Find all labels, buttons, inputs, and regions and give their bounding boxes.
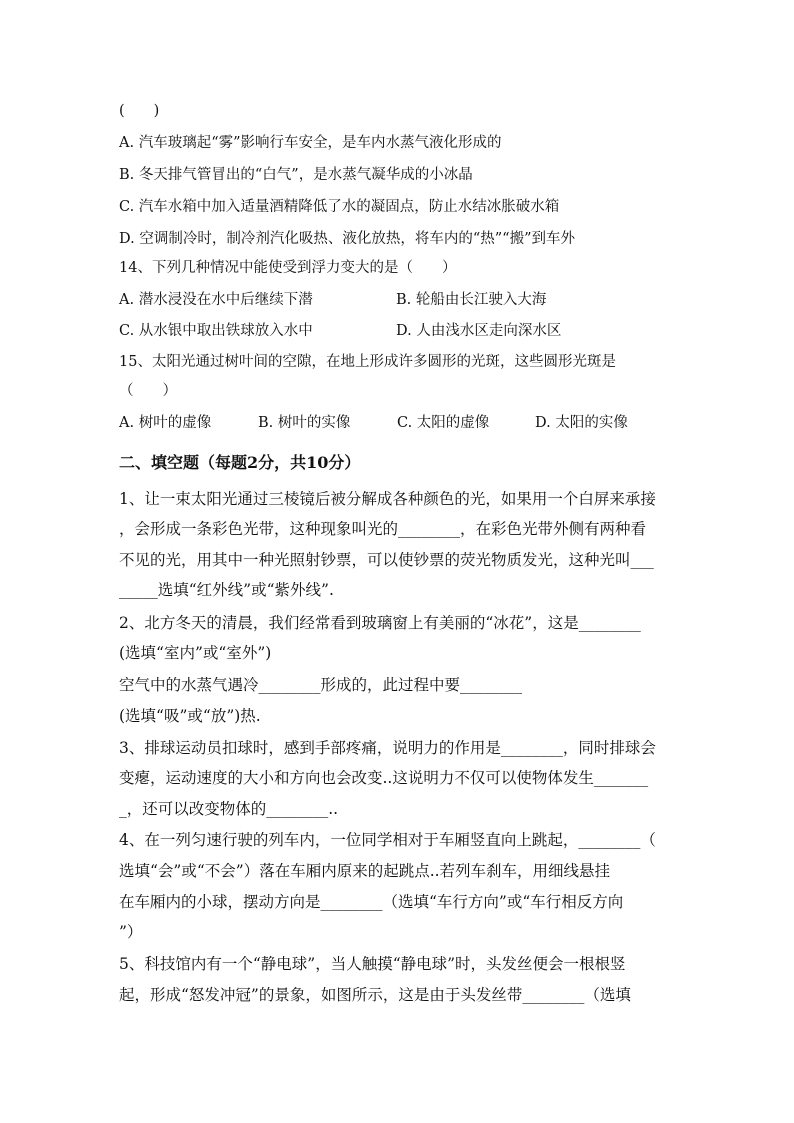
q15-option-c: C. 太阳的虚像 [397, 415, 490, 431]
q13-option-b: B. 冬天排气管冒出的“白气”，是水蒸气凝华成的小冰晶 [119, 167, 473, 183]
q14-option-a: A. 潜水浸没在水中后继续下潜 [119, 292, 313, 308]
fill4-line3: 在车厢内的小球，摆动方向是________（选填“车行方向”或“车行相反方向 [119, 893, 624, 911]
q14-option-b: B. 轮船由长江驶入大海 [396, 292, 547, 308]
q13-option-a: A. 汽车玻璃起“雾”影响行车安全，是车内水蒸气液化形成的 [119, 135, 502, 151]
q13-option-d: D. 空调制冷时，制冷剂汽化吸热、液化放热，将车内的“热”“搬”到车外 [119, 231, 575, 247]
fill3-line1: 3、排球运动员扣球时，感到手部疼痛，说明力的作用是________，同时排球会 [119, 739, 656, 757]
fill5-line1: 5、科技馆内有一个“静电球”，当人触摸“静电球”时，头发丝便会一根根竖 [119, 955, 626, 973]
q13-paren: ( ) [119, 103, 160, 119]
fill2-line2: (选填“室内”或“室外”) [119, 644, 272, 662]
q14-option-d: D. 人由浅水区走向深水区 [396, 323, 562, 339]
fill1-line1: 1、让一束太阳光通过三棱镜后被分解成各种颜色的光，如果用一个白屏来承接 [119, 490, 656, 508]
fill1-line2: ，会形成一条彩色光带，这种现象叫光的________，在彩色光带外侧有两种看 [119, 520, 647, 538]
fill5-line2: 起，形成“怒发冲冠”的景象，如图所示，这是由于头发丝带________（选填 [119, 986, 631, 1004]
fill4-line2: 选填“会”或“不会”）落在车厢内原来的起跳点..若列车刹车，用细线悬挂 [119, 862, 611, 880]
fill4-line1: 4、在一列匀速行驶的列车内，一位同学相对于车厢竖直向上跳起，________（ [119, 831, 656, 849]
q15-option-a: A. 树叶的虚像 [119, 415, 212, 431]
fill3-line3: _，还可以改变物体的________.. [119, 800, 339, 818]
q13-option-c: C. 汽车水箱中加入适量酒精降低了水的凝固点，防止水结冰胀破水箱 [119, 199, 560, 215]
section-heading: 二、填空题（每题2分，共10分） [119, 453, 361, 472]
fill2-line4: (选填“吸”或“放”)热. [119, 707, 261, 725]
q15-option-b: B. 树叶的实像 [258, 415, 351, 431]
fill4-line4: ”） [119, 923, 143, 941]
q15-stem: 15、太阳光通过树叶间的空隙，在地上形成许多圆形的光斑，这些圆形光斑是 [119, 354, 616, 370]
fill3-line2: 变瘪，运动速度的大小和方向也会改变..这说明力不仅可以使物体发生_______ [119, 769, 649, 787]
fill1-line4: _____选填“红外线”或“紫外线”. [119, 581, 334, 599]
q14-option-c: C. 从水银中取出铁球放入水中 [119, 323, 313, 339]
fill2-line3: 空气中的水蒸气遇冷________形成的，此过程中要________ [119, 676, 523, 694]
q15-paren: （ ） [119, 383, 177, 399]
fill1-line3: 不见的光，用其中一种光照射钞票，可以使钞票的荧光物质发光，这种光叫___ [119, 551, 654, 569]
q14-stem: 14、下列几种情况中能使受到浮力变大的是（ ） [119, 260, 457, 276]
q15-option-d: D. 太阳的实像 [535, 415, 628, 431]
fill2-line1: 2、北方冬天的清晨，我们经常看到玻璃窗上有美丽的“冰花”，这是________ [119, 614, 641, 632]
